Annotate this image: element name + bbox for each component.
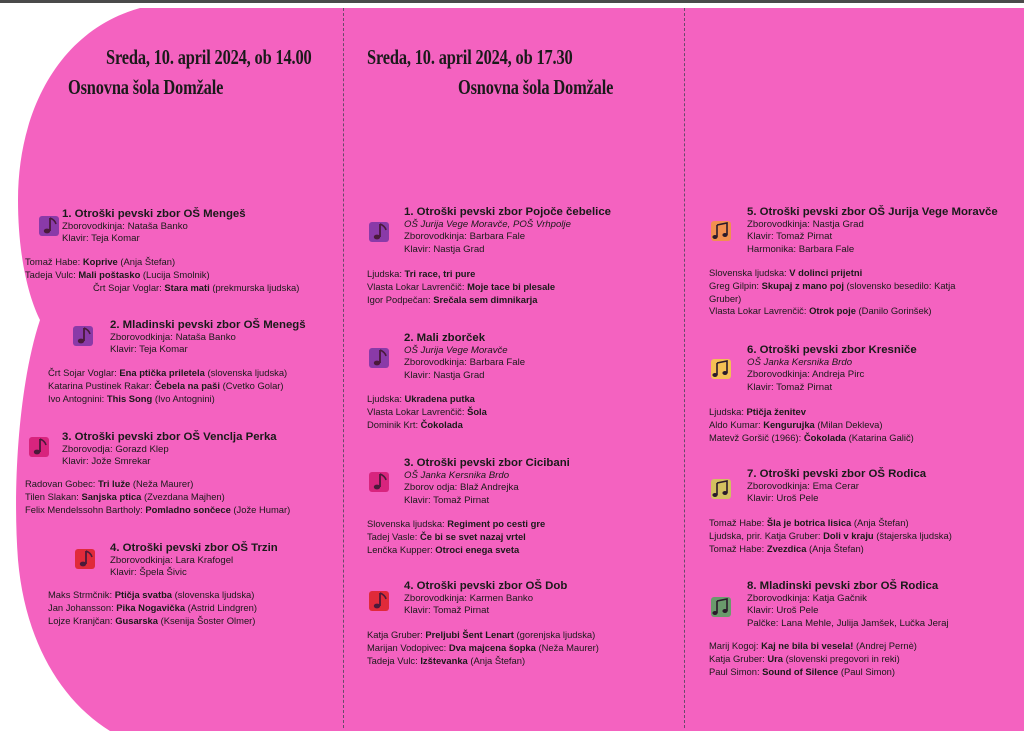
- song-lyricist: (Katarina Galič): [846, 431, 914, 443]
- song-title: Moje tace bi plesale: [467, 280, 556, 292]
- song-lyricist: (slovenska ljudska): [172, 589, 255, 600]
- song-row: [709, 267, 955, 280]
- song-composer: Tomaž Habe:: [709, 517, 767, 528]
- song-title: Ura: [767, 652, 784, 664]
- song-title: This Song: [106, 392, 153, 404]
- choir-block: [747, 343, 917, 394]
- song-row: [367, 531, 545, 544]
- choir-detail-line: Klavir: Uroš Pele: [747, 605, 819, 617]
- song-title: Ena ptička priletela: [119, 367, 205, 378]
- music-note-red-icon: [72, 546, 98, 572]
- song-composer: Paul Simon:: [709, 665, 763, 677]
- song-lyricist: (Anja Štefan): [851, 517, 909, 528]
- song-row: [25, 491, 290, 504]
- music-notes-yellow-icon: [708, 356, 734, 382]
- choir-title: 3. Otroški pevski zbor OŠ Venclja Perka: [62, 431, 277, 443]
- column-divider-2: [684, 8, 685, 728]
- song-title: Čebela na paši: [154, 379, 220, 391]
- song-composer: Marij Kogoj:: [709, 640, 762, 651]
- choir-detail-line: Klavir: Tomaž Pirnat: [747, 231, 833, 243]
- choir-detail-line: Zborovodkinja: Katja Gačnik: [747, 593, 867, 604]
- song-row: [367, 294, 555, 307]
- music-notes-orange-icon: [708, 218, 734, 244]
- choir-detail-line: Zborovodkinja: Nataša Banko: [110, 332, 236, 343]
- choir-detail-line: Klavir: Uroš Pele: [747, 493, 819, 505]
- song-title: Dva majcena šopka: [448, 641, 536, 653]
- choir-title: 8. Mladinski pevski zbor OŠ Rodica: [747, 580, 939, 592]
- song-lyricist: (gorenjska ljudska): [513, 629, 596, 640]
- song-title: Gusarska: [115, 614, 158, 626]
- song-composer: Ljudska:: [709, 406, 747, 417]
- music-note-purple-icon: [36, 213, 62, 239]
- choir-detail-line: Zborovodkinja: Andreja Pirc: [747, 369, 865, 381]
- song-row: [25, 256, 299, 269]
- song-list: [367, 629, 599, 667]
- song-lyricist: (Cvetko Golar): [219, 379, 284, 391]
- song-lyricist: (Anja Štefan): [117, 256, 176, 267]
- song-composer: Dominik Krt:: [367, 418, 421, 430]
- song-lyricist: (Ivo Antognini): [152, 392, 215, 404]
- song-title: Šla je botrica lisica: [766, 517, 852, 528]
- song-lyricist: (Andrej Pernè): [853, 640, 917, 651]
- song-row: [709, 653, 917, 666]
- choir-detail-line: OŠ Janka Kersnika Brdo: [404, 470, 510, 481]
- song-row: [709, 280, 955, 293]
- song-title: Kengurujka: [763, 418, 815, 430]
- choir-block: [404, 579, 567, 618]
- column2-date: Sreda, 10. april 2024, ob 17.30: [367, 45, 573, 69]
- choir-block: [747, 467, 926, 506]
- song-composer: Vlasta Lokar Lavrenčič:: [367, 280, 468, 292]
- song-list: [709, 517, 952, 555]
- music-note-magenta-icon: [366, 469, 392, 495]
- song-lyricist: (Neža Maurer): [130, 478, 194, 489]
- song-row: [709, 666, 917, 679]
- choir-block: [62, 430, 277, 469]
- choir-title: 2. Mali zborček: [404, 332, 486, 344]
- song-title: V dolinci prijetni: [789, 267, 863, 278]
- song-row: [367, 655, 599, 668]
- choir-detail-line: OŠ Jurija Vege Moravče, POŠ Vrhpolje: [404, 219, 571, 230]
- song-list: [48, 367, 287, 405]
- song-composer: Ljudska:: [367, 393, 405, 404]
- song-lyricist: (Astrid Lindgren): [185, 601, 257, 613]
- song-title: Ukradena putka: [404, 393, 475, 404]
- song-composer: Ljudska:: [367, 268, 405, 279]
- song-row: [25, 269, 299, 282]
- song-row: [367, 419, 487, 432]
- song-composer: Marijan Vodopivec:: [367, 641, 449, 653]
- song-title: Pika Nogavička: [116, 601, 186, 613]
- choir-detail-line: Palčke: Lana Mehle, Julija Jamšek, Lučka Jeraj: [747, 617, 949, 629]
- song-row: [709, 530, 952, 543]
- song-composer: Lenčka Kupper:: [367, 543, 436, 555]
- song-title: Kaj ne bila bi vesela!: [761, 640, 854, 651]
- song-row: [48, 380, 287, 393]
- song-composer: Črt Sojar Voglar:: [48, 367, 120, 378]
- song-title: Če bi se svet nazaj vrtel: [419, 530, 526, 542]
- choir-detail-line: Klavir: Tomaž Pirnat: [747, 381, 833, 393]
- song-composer: Katarina Pustinek Rakar:: [48, 379, 155, 391]
- song-title: Preljubi Šent Lenart: [425, 629, 514, 640]
- song-composer: Tadeja Vulc:: [367, 654, 421, 666]
- song-title: Srečala sem dimnikarja: [433, 293, 538, 305]
- song-lyricist: (Anja Štefan): [806, 542, 864, 554]
- song-composer: Tomaž Habe:: [25, 256, 83, 267]
- song-composer: Vlasta Lokar Lavrenčič:: [709, 305, 810, 317]
- song-composer: Ivo Antognini:: [48, 392, 107, 404]
- song-title: Pomladno sončece: [145, 503, 231, 515]
- choir-detail-line: Harmonika: Barbara Fale: [747, 243, 855, 255]
- choir-title: 3. Otroški pevski zbor Cicibani: [404, 457, 570, 469]
- song-title: Ptičja ženitev: [746, 406, 806, 417]
- song-lyricist: (Danilo Gorinšek): [855, 305, 932, 317]
- choir-block: [110, 318, 306, 357]
- music-note-red-icon: [366, 588, 392, 614]
- song-composer: Tomaž Habe:: [709, 542, 767, 554]
- song-title: Doli v kraju: [823, 529, 874, 541]
- choir-detail-line: Zborovodkinja: Lara Krafogel: [110, 555, 234, 566]
- choir-title: 2. Mladinski pevski zbor OŠ Menegš: [110, 319, 306, 331]
- song-title: Zvezdica: [766, 542, 807, 554]
- song-composer: Katja Gruber:: [367, 629, 426, 640]
- choir-block: [404, 331, 525, 382]
- song-title: Čokolada: [420, 418, 463, 430]
- choir-block: [404, 456, 570, 507]
- choir-detail-line: Klavir: Tomaž Pirnat: [404, 605, 490, 617]
- song-composer: Lojze Kranjčan:: [48, 614, 116, 626]
- song-composer: Felix Mendelssohn Bartholy:: [25, 503, 146, 515]
- song-row: [25, 504, 290, 517]
- song-row: [48, 367, 287, 380]
- choir-detail-line: Zborovodkinja: Barbara Fale: [404, 231, 526, 243]
- song-row: [709, 305, 955, 318]
- song-row: [367, 629, 599, 642]
- song-lyricist: (Paul Simon): [838, 665, 896, 677]
- choir-detail-line: OŠ Janka Kersnika Brdo: [747, 357, 853, 368]
- choir-detail-line: Zborovodkinja: Nastja Grad: [747, 219, 864, 230]
- song-title: Sound of Silence: [762, 665, 839, 677]
- song-row: [25, 478, 290, 491]
- song-row: [709, 419, 914, 432]
- music-notes-green-icon: [708, 594, 734, 620]
- song-title: Mali poštasko: [78, 268, 141, 280]
- song-row: [48, 589, 257, 602]
- song-title: Tri luže: [97, 478, 131, 489]
- song-lyricist: (Lucija Smolnik): [140, 268, 210, 280]
- song-composer: Tilen Slakan:: [25, 490, 82, 502]
- choir-detail-line: OŠ Jurija Vege Moravče: [404, 345, 508, 356]
- music-note-magenta-icon: [26, 434, 52, 460]
- song-list: [25, 478, 290, 516]
- song-list: [709, 406, 914, 444]
- song-title: Izštevanka: [420, 654, 468, 666]
- song-row: [25, 282, 299, 295]
- choir-detail-line: Klavir: Teja Komar: [62, 233, 140, 245]
- song-row: [367, 544, 545, 557]
- choir-detail-line: Zborov odja: Blaž Andrejka: [404, 482, 519, 494]
- song-title: Skupaj z mano poj: [761, 279, 844, 291]
- song-row: [48, 393, 287, 406]
- song-composer: Gruber): [709, 292, 742, 304]
- choir-title: 1. Otroški pevski zbor Pojoče čebelice: [404, 206, 612, 218]
- song-title: Tri race, tri pure: [404, 268, 476, 279]
- column1-date: Sreda, 10. april 2024, ob 14.00: [106, 45, 312, 69]
- song-row: [709, 432, 914, 445]
- song-row: [709, 517, 952, 530]
- song-title: Otroci enega sveta: [435, 543, 520, 555]
- choir-title: 7. Otroški pevski zbor OŠ Rodica: [747, 468, 927, 480]
- song-lyricist: (Anja Štefan): [467, 654, 526, 666]
- choir-detail-line: Klavir: Nastja Grad: [404, 369, 485, 381]
- choir-detail-line: Zborovodkinja: Ema Cerar: [747, 481, 859, 492]
- song-row: [709, 406, 914, 419]
- song-title: Ptičja svatba: [114, 589, 173, 600]
- song-row: [709, 640, 917, 653]
- song-composer: Jan Johansson:: [48, 601, 117, 613]
- choir-detail-line: Klavir: Tomaž Pirnat: [404, 494, 490, 506]
- song-composer: Igor Podpečan:: [367, 293, 434, 305]
- song-row: [367, 406, 487, 419]
- column-divider-1: [343, 8, 344, 728]
- song-composer: Slovenska ljudska:: [709, 267, 790, 278]
- song-lyricist: (štajerska ljudska): [873, 529, 952, 541]
- music-note-purple-icon: [70, 323, 96, 349]
- choir-block: [110, 541, 278, 580]
- song-title: Otrok poje: [809, 305, 856, 317]
- song-title: Stara mati: [164, 281, 210, 293]
- song-composer: Katja Gruber:: [709, 652, 768, 664]
- choir-detail-line: Zborovodkinja: Nataša Banko: [62, 221, 188, 232]
- music-note-purple-icon: [366, 345, 392, 371]
- song-row: [48, 602, 257, 615]
- song-row: [48, 615, 257, 628]
- song-list: [367, 393, 487, 431]
- choir-detail-line: Klavir: Nastja Grad: [404, 243, 485, 255]
- music-note-purple-icon: [366, 219, 392, 245]
- choir-title: 4. Otroški pevski zbor OŠ Dob: [404, 580, 568, 592]
- song-row: [367, 518, 545, 531]
- song-composer: Matevž Goršič (1966):: [709, 431, 804, 443]
- choir-detail-line: Zborovodkinja: Barbara Fale: [404, 357, 526, 369]
- choir-detail-line: Klavir: Jože Smrekar: [62, 456, 151, 468]
- choir-block: [62, 207, 246, 246]
- choir-title: 6. Otroški pevski zbor Kresniče: [747, 344, 917, 356]
- song-list: [25, 256, 299, 294]
- song-lyricist: (Milan Dekleva): [814, 418, 883, 430]
- choir-title: 4. Otroški pevski zbor OŠ Trzin: [110, 542, 278, 554]
- song-title: Regiment po cesti gre: [447, 518, 546, 529]
- choir-block: [747, 205, 998, 256]
- choir-detail-line: Klavir: Teja Komar: [110, 344, 188, 356]
- song-composer: Maks Strmčnik:: [48, 589, 115, 600]
- column1-venue: Osnovna šola Domžale: [68, 75, 224, 99]
- song-lyricist: (Ksenija Šoster Olmer): [157, 614, 256, 626]
- song-row: [367, 393, 487, 406]
- column2-venue: Osnovna šola Domžale: [458, 75, 614, 99]
- song-composer: Radovan Gobec:: [25, 478, 98, 489]
- choir-title: 1. Otroški pevski zbor OŠ Mengeš: [62, 208, 246, 220]
- song-row: [709, 293, 955, 306]
- song-lyricist: (slovenski pregovori in reki): [783, 652, 900, 664]
- song-title: Sanjska ptica: [81, 490, 142, 502]
- choir-title: 5. Otroški pevski zbor OŠ Jurija Vege Moravče: [747, 206, 998, 218]
- song-title: Šola: [467, 405, 487, 417]
- song-composer: Ljudska, prir. Katja Gruber:: [709, 529, 824, 541]
- song-lyricist: (Zvezdana Majhen): [141, 490, 225, 502]
- song-title: Čokolada: [803, 431, 847, 443]
- song-row: [367, 268, 555, 281]
- song-list: [367, 268, 555, 306]
- song-composer: Tadej Vasle:: [367, 530, 420, 542]
- choir-detail-line: Zborovodkinja: Karmen Banko: [404, 593, 534, 604]
- song-lyricist: (Jože Humar): [230, 503, 291, 515]
- choir-detail-line: Zborovodja: Gorazd Klep: [62, 444, 169, 455]
- song-lyricist: (slovensko besedilo: Katja: [843, 279, 956, 291]
- song-row: [367, 281, 555, 294]
- song-title: Koprive: [82, 256, 118, 267]
- music-notes-lime-icon: [708, 476, 734, 502]
- song-list: [367, 518, 545, 556]
- choir-block: [404, 205, 611, 256]
- song-composer: Greg Gilpin:: [709, 279, 762, 291]
- song-lyricist: (Neža Maurer): [535, 641, 599, 653]
- song-list: [709, 267, 955, 318]
- song-composer: Črt Sojar Voglar:: [93, 281, 165, 293]
- song-composer: Vlasta Lokar Lavrenčič:: [367, 405, 468, 417]
- song-row: [367, 642, 599, 655]
- song-list: [709, 640, 917, 678]
- song-list: [48, 589, 257, 627]
- song-row: [709, 543, 952, 556]
- song-composer: Aldo Kumar:: [709, 418, 764, 430]
- song-lyricist: (prekmurska ljudska): [209, 281, 300, 293]
- song-lyricist: (slovenska ljudska): [204, 367, 288, 378]
- choir-block: [747, 579, 949, 630]
- choir-detail-line: Klavir: Špela Šivic: [110, 567, 187, 579]
- song-composer: Slovenska ljudska:: [367, 518, 448, 529]
- song-composer: Tadeja Vulc:: [25, 268, 79, 280]
